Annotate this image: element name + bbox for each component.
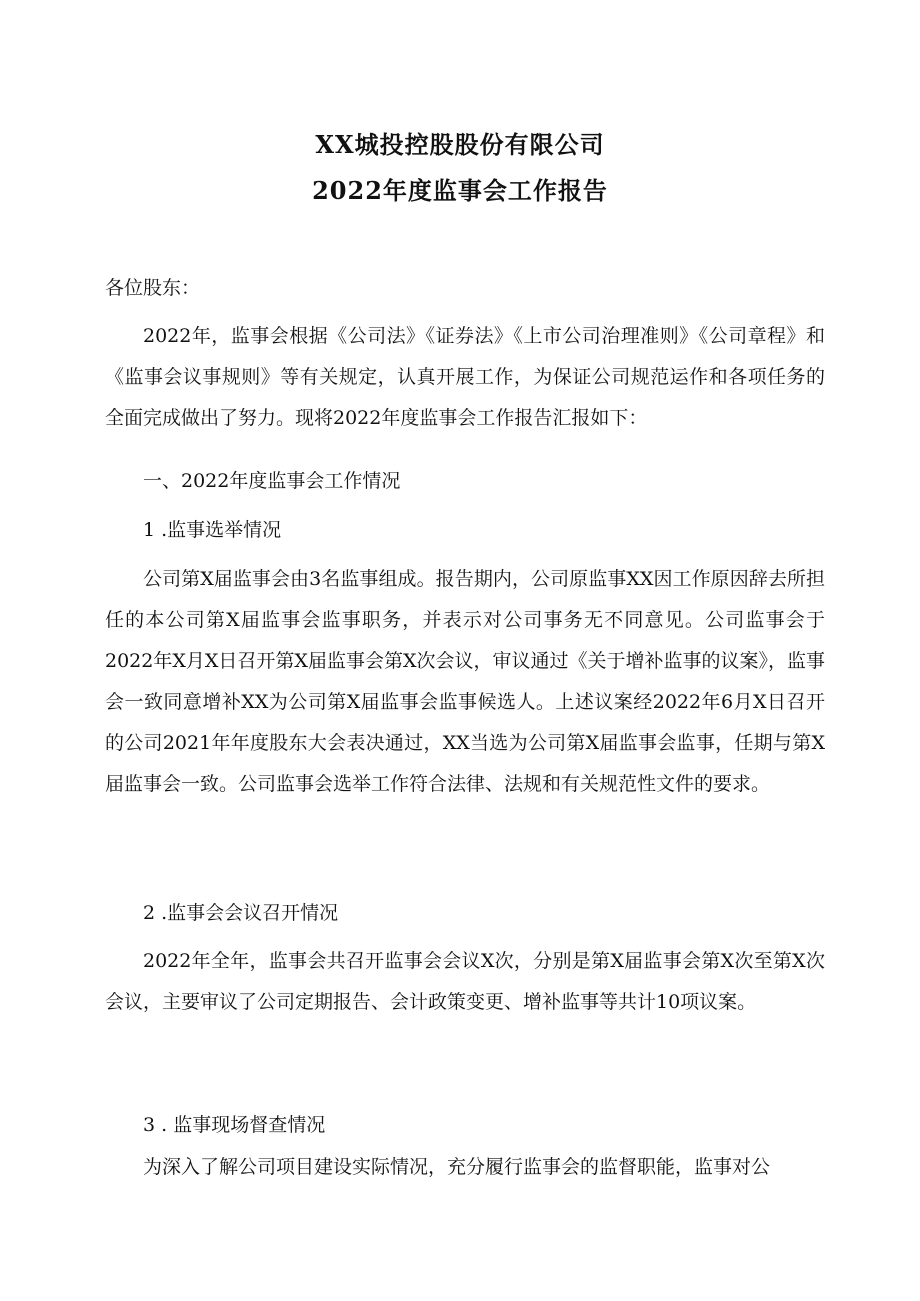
document-title-report: 2022年度监事会工作报告 [312, 176, 608, 205]
intro-paragraph: 2022年，监事会根据《公司法》《证券法》《上市公司治理准则》《公司章程》和《监事会议事规则》等有关规定，认真开展工作，为保证公司规范运作和各项任务的全面完成做出了努力。现将2022年度监事会工作报告汇报如下： [105, 325, 825, 429]
section-heading-1: 一、2022年度监事会工作情况 [143, 470, 401, 492]
subsection-heading-3: 3 . 监事现场督查情况 [143, 1114, 326, 1136]
subsection-paragraph-1: 公司第X届监事会由3名监事组成。报告期内，公司原监事XX因工作原因辞去所担任的本公司第X届监事会监事职务，并表示对公司事务无不同意见。公司监事会于2022年X月X日召开第X届监事会第X次会议，审议通过《关于增补监事的议案》，监事会一致同意增补XX为公司第X届监事会监事候选人。上述议案经2022年6月X日召开的公司2021年年度股东大会表决通过，XX当选为公司第X届监事会监事，任期与第X届监事会一致。公司监事会选举工作符合法律、法规和有关规范性文件的要求。 [105, 568, 825, 795]
subsection-heading-1: 1 .监事选举情况 [143, 519, 282, 541]
document-title-company: XX城投控股股份有限公司 [315, 130, 605, 159]
subsection-heading-2: 2 .监事会会议召开情况 [143, 902, 339, 924]
salutation: 各位股东： [105, 277, 201, 299]
subsection-paragraph-2: 2022年全年，监事会共召开监事会会议X次，分别是第X届监事会第X次至第X次会议，主要审议了公司定期报告、会计政策变更、增补监事等共计10项议案。 [105, 950, 825, 1013]
subsection-paragraph-3: 为深入了解公司项目建设实际情况，充分履行监事会的监督职能，监事对公 [143, 1156, 771, 1178]
